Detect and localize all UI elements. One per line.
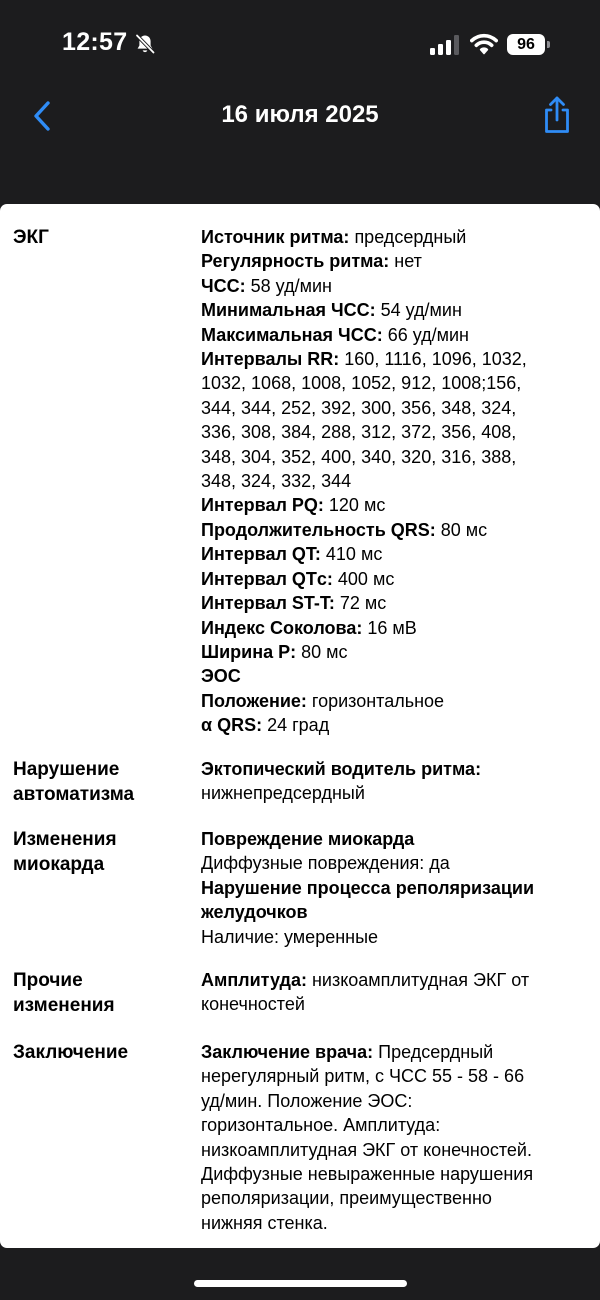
status-time: 12:57	[62, 28, 128, 56]
ectopic-pacemaker-label: Эктопический водитель ритма:	[201, 759, 482, 779]
eos-position: Положение: горизонтальное	[201, 690, 445, 711]
nav-bar	[0, 88, 600, 148]
doctor-conclusion: Заключение врача: Предсердный	[201, 1042, 494, 1062]
ecg-details	[201, 225, 571, 738]
ectopic-pacemaker-value: нижнепредсердный	[201, 783, 365, 804]
automatism-details	[201, 757, 571, 806]
rr-intervals-line: 1032, 1068, 1008, 1052, 912, 1008;156,	[201, 373, 522, 394]
rr-intervals: Интервалы RR: 160, 1116, 1096, 1032,	[201, 349, 527, 370]
qtc-interval: Интервал QTс: 400 мс	[201, 568, 395, 589]
ecg-report-card	[0, 204, 600, 1248]
battery-level: 96	[507, 34, 545, 55]
rhythm-source: Источник ритма: предсердный	[201, 227, 467, 247]
conclusion-line: нижняя стенка.	[201, 1212, 328, 1233]
other-changes-details	[201, 968, 571, 1017]
repolarization-presence: Наличие: умеренные	[201, 926, 379, 947]
myocardial-damage-heading: Повреждение миокарда	[201, 829, 415, 849]
bell-slash-icon	[134, 33, 156, 55]
conclusion-line: Диффузные невыраженные нарушения	[201, 1164, 534, 1185]
qrs-duration: Продолжительность QRS: 80 мс	[201, 519, 488, 540]
conclusion-line: нерегулярный ритм, с ЧСС 55 - 58 - 66	[201, 1066, 525, 1087]
rhythm-regularity: Регулярность ритма: нет	[201, 251, 422, 272]
amplitude-line: конечностей	[201, 994, 305, 1015]
heart-rate: ЧСС: 58 уд/мин	[201, 275, 332, 296]
qt-interval: Интервал QT: 410 мс	[201, 544, 383, 565]
other-changes-label: Прочие изменения	[13, 970, 115, 1016]
conclusion-line: уд/мин. Положение ЭОС:	[201, 1090, 413, 1111]
sokolov-index: Индекс Соколова: 16 мВ	[201, 617, 417, 638]
battery-tip	[547, 41, 550, 48]
repolarization-heading: желудочков	[201, 902, 308, 923]
rr-intervals-line: 348, 304, 352, 400, 340, 320, 316, 388,	[201, 446, 517, 467]
max-heart-rate: Максимальная ЧСС: 66 уд/мин	[201, 324, 469, 345]
share-icon[interactable]	[540, 94, 574, 136]
battery-icon	[507, 34, 551, 56]
home-indicator[interactable]	[194, 1280, 407, 1287]
rr-intervals-line: 348, 324, 332, 344	[201, 471, 352, 492]
myocardium-label: Изменения миокарда	[13, 829, 117, 875]
conclusion-details	[201, 1040, 571, 1235]
amplitude: Амплитуда: низкоамплитудная ЭКГ от	[201, 970, 530, 990]
myocardium-details	[201, 827, 571, 949]
conclusion-line: горизонтальное. Амплитуда:	[201, 1115, 441, 1136]
page-title: 16 июля 2025	[221, 101, 379, 128]
eos-heading: ЭОС	[201, 666, 241, 687]
conclusion-line: реполяризации, преимущественно	[201, 1188, 492, 1209]
p-width: Ширина P: 80 мс	[201, 641, 348, 662]
rr-intervals-line: 344, 344, 252, 392, 300, 356, 348, 324,	[201, 397, 517, 418]
min-heart-rate: Минимальная ЧСС: 54 уд/мин	[201, 300, 462, 321]
status-bar	[0, 0, 600, 88]
rr-intervals-line: 336, 308, 384, 288, 312, 372, 356, 408,	[201, 422, 517, 443]
signal-icon	[430, 35, 462, 55]
ecg-label: ЭКГ	[13, 227, 49, 248]
diffuse-damage: Диффузные повреждения: да	[201, 853, 450, 874]
conclusion-label: Заключение	[13, 1042, 129, 1063]
st-t-interval: Интервал ST-T: 72 мс	[201, 593, 387, 614]
wifi-icon	[470, 33, 498, 55]
conclusion-line: низкоамплитудная ЭКГ от конечностей.	[201, 1139, 532, 1160]
repolarization-heading: Нарушение процесса реполяризации	[201, 877, 535, 898]
pq-interval: Интервал PQ: 120 мс	[201, 495, 386, 516]
alpha-qrs: α QRS: 24 град	[201, 715, 330, 736]
automatism-label: Нарушение автоматизма	[13, 759, 135, 805]
